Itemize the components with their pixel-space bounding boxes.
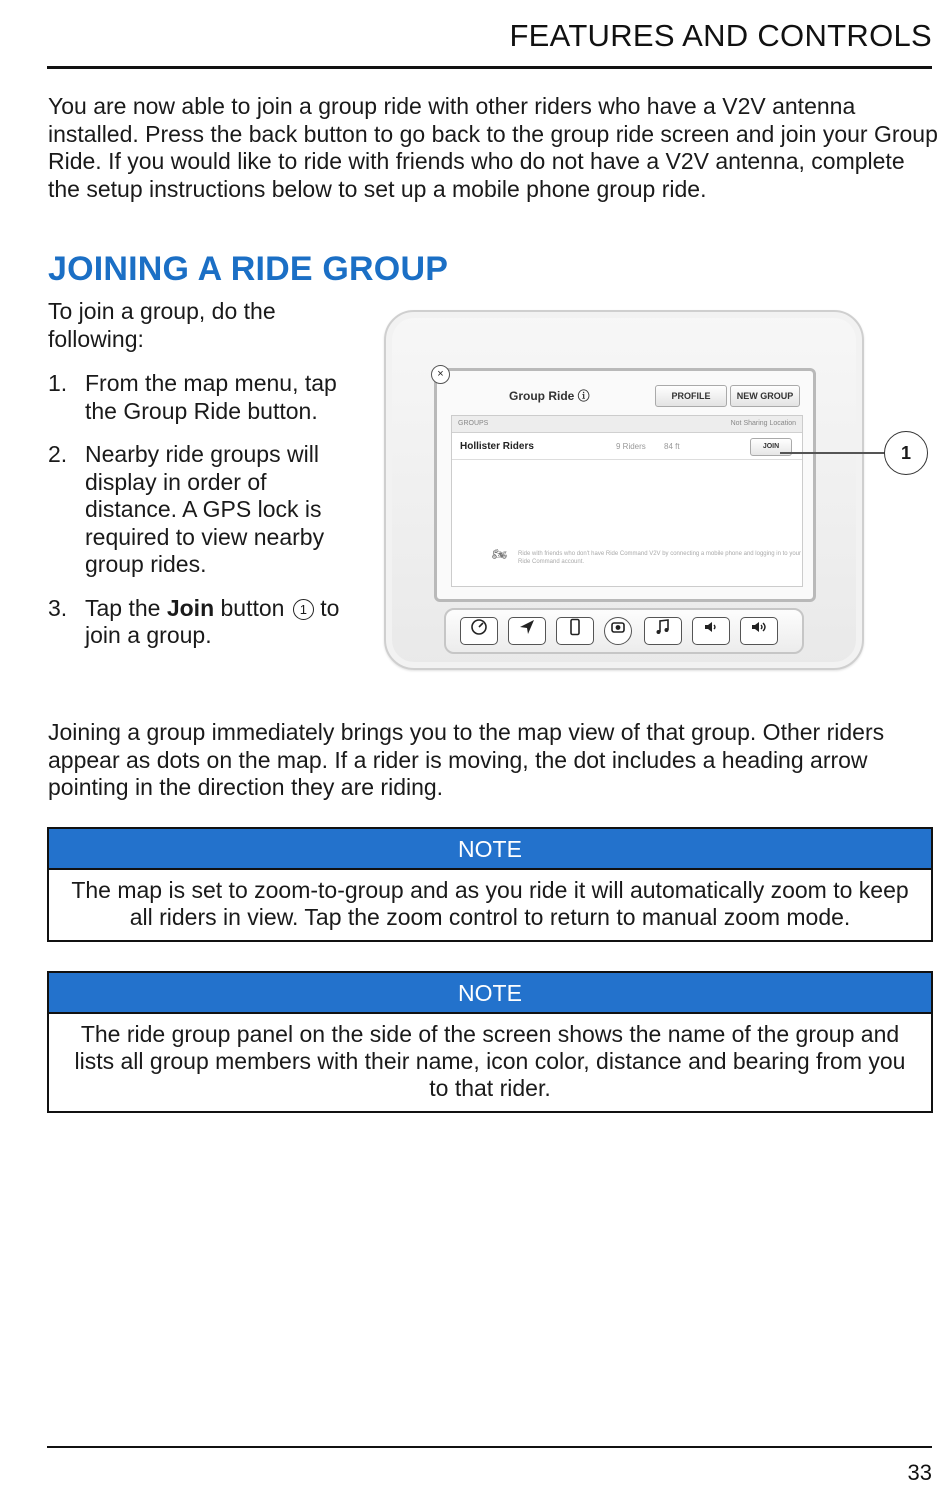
- note-box: [47, 827, 933, 942]
- note-box: [47, 971, 933, 1113]
- groups-list-header: [452, 416, 802, 433]
- navigation-arrow-icon[interactable]: [508, 617, 546, 645]
- music-icon[interactable]: [644, 617, 682, 645]
- phone-icon[interactable]: [556, 617, 594, 645]
- header-rule: [47, 66, 932, 69]
- step-text: From the map menu, tap the Group Ride button.: [85, 370, 337, 424]
- step-number: 3.: [48, 594, 68, 621]
- motorcycle-icon: 🏍: [492, 547, 508, 561]
- gauge-icon[interactable]: [460, 617, 498, 645]
- step-text: Tap the: [85, 594, 167, 621]
- device-screen: [434, 368, 816, 602]
- step-item: [48, 595, 358, 650]
- volume-down-icon[interactable]: [692, 617, 730, 645]
- footnote-text: Ride with friends who don't have Ride Command V2V by connecting a mobile phone and logging in to your Ride Command account.: [518, 551, 801, 565]
- camera-icon[interactable]: [604, 617, 632, 645]
- section-intro: To join a group, do the following:: [48, 298, 276, 352]
- groups-list-panel: [451, 415, 803, 587]
- steps-list: [48, 370, 358, 666]
- step-number: 2.: [48, 441, 68, 467]
- group-distance: 84 ft: [664, 442, 680, 451]
- step-text: Nearby ride groups will display in order of distance. A GPS lock is required to view nearby group rides.: [85, 441, 325, 577]
- note-label: NOTE: [49, 829, 931, 870]
- page-header-title: FEATURES AND CONTROLS: [509, 18, 932, 53]
- new-group-button[interactable]: NEW GROUP: [730, 385, 800, 407]
- note-text: The ride group panel on the side of the screen shows the name of the group and lists all group members with their name, icon color, distance and bearing from you to that rider.: [74, 1021, 906, 1101]
- close-icon[interactable]: ×: [431, 365, 450, 384]
- step-number: 1.: [48, 370, 68, 396]
- join-term: Join: [166, 594, 215, 621]
- screen-title: Group Ride ⓘ: [509, 389, 590, 403]
- device-toolbar: [444, 608, 804, 654]
- section-heading: JOINING A RIDE GROUP: [48, 250, 449, 288]
- join-result-paragraph: Joining a group immediately brings you to the map view of that group. Other riders appear as dots on the map. If a rider is moving, the dot includes a heading arrow pointing in the direction they are riding.: [48, 719, 885, 800]
- callout-line: [780, 452, 886, 454]
- note-text: The map is set to zoom-to-group and as you ride it will automatically zoom to keep all riders in view. Tap the zoom control to return to manual zoom mode.: [71, 877, 909, 930]
- step-text: button: [214, 594, 285, 621]
- step-item: [48, 441, 358, 579]
- callout-ref-icon: 1: [293, 599, 314, 620]
- group-name: Hollister Riders: [460, 441, 534, 452]
- groups-label: GROUPS: [458, 420, 489, 427]
- screen-footnote: [492, 547, 808, 566]
- note-label: NOTE: [49, 973, 931, 1014]
- sharing-status: Not Sharing Location: [730, 420, 796, 427]
- rider-count: 9 Riders: [616, 442, 646, 451]
- step-item: [48, 370, 358, 425]
- device-illustration: [384, 310, 864, 670]
- volume-up-icon[interactable]: [740, 617, 778, 645]
- callout-number: 1: [884, 431, 928, 475]
- intro-paragraph: You are now able to join a group ride with other riders who have a V2V antenna installed. Press the back button to go back to the group ride screen and join your Group Ride. If you would like to ride with friends who do not have a V2V antenna, complete the setup instructions below to set up a mobile phone group ride.: [48, 93, 938, 202]
- footer-rule: [47, 1446, 932, 1448]
- join-button[interactable]: JOIN: [750, 438, 792, 456]
- step-text: to join a group.: [85, 594, 340, 648]
- profile-button[interactable]: PROFILE: [655, 385, 727, 407]
- page-number: 33: [907, 1460, 932, 1485]
- table-row[interactable]: [452, 433, 802, 460]
